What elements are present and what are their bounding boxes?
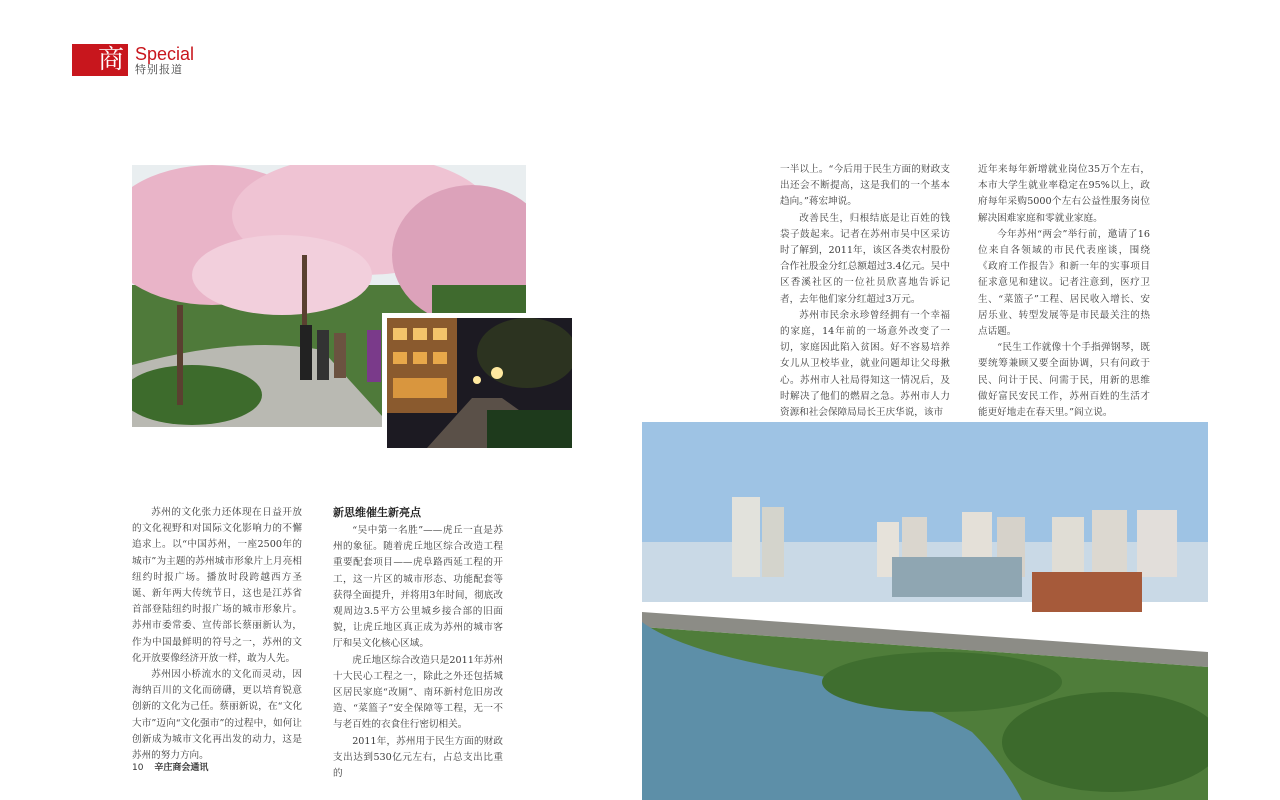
- text-column-4: [978, 162, 1150, 421]
- paragraph: “民生工作就像十个手指弹钢琴，既要统筹兼顾又要全面协调，只有问政于民、问计于民、问需于民，用新的思维做好富民安民工作，苏州百姓的生活才能更好地走在春天里。”阎立说。: [978, 342, 1150, 419]
- paragraph: 改善民生，归根结底是让百姓的钱袋子鼓起来。记者在苏州市吴中区采访时了解到，2011年，该区各类农村股份合作社股金分红总额超过3.4亿元。吴中区香溪社区的一位社员欣喜地告诉记者，去年他们家分红超过3万元。: [780, 212, 950, 305]
- paragraph: 2011年，苏州用于民生方面的财政支出达到530亿元左右，占总支出比重的: [333, 735, 503, 780]
- paragraph: 一半以上。“今后用于民生方面的财政支出还会不断提高，这是我们的一个基本趋向。”蒋宏坤说。: [780, 164, 950, 208]
- page-footer: [132, 760, 208, 773]
- magazine-name: 辛庄商会通讯: [154, 763, 209, 773]
- section-heading: 新思维催生新亮点: [333, 506, 421, 519]
- paragraph: 虎丘地区综合改造只是2011年苏州十大民心工程之一，除此之外还包括城区居民家庭“改厕”、南环新村危旧房改造、“菜篮子”安全保障等工程，无一不与老百姓的衣食住行密切相关。: [333, 654, 503, 731]
- paragraph: 苏州因小桥流水的文化而灵动，因海纳百川的文化而磅礴，更以培育锐意创新的文化为己任。蔡丽新说，在“文化大市”迈向“文化强市”的过程中，如何让创新成为城市文化再出发的动力，这是苏州的努力方向。: [132, 669, 302, 762]
- city-aerial-photo: [642, 422, 1208, 800]
- page-number: 10: [132, 763, 144, 773]
- section-header: [72, 44, 272, 80]
- paragraph: 苏州市民余永珍曾经拥有一个幸福的家庭，14年前的一场意外改变了一切，家庭因此陷入贫困。好不容易培养女儿从卫校毕业，就业问题却让父母揪心。苏州市人社局得知这一情况后，及时解决了他们的燃眉之急。苏州市人力资源和社会保障局局长王庆华说，该市: [780, 309, 950, 419]
- paragraph: 苏州的文化张力还体现在日益开放的文化视野和对国际文化影响力的不懈追求上。以“中国苏州，一座2500年的城市”为主题的苏州城市形象片上月亮相纽约时报广场。播放时段跨越西方圣诞、新年两大传统节日，这也是江苏省首部登陆纽约时报广场的城市形象片。苏州市委常委、宣传部长蔡丽新认为，作为中国最鲜明的符号之一，苏州的文化开放要像经济开放一样，敢为人先。: [132, 507, 302, 664]
- paragraph: 近年来每年新增就业岗位35万个左右，本市大学生就业率稳定在95%以上，政府每年采购5000个左右公益性服务岗位解决困难家庭和零就业家庭。: [978, 164, 1150, 224]
- text-column-2: [333, 505, 503, 782]
- section-title-en: Special: [135, 44, 195, 64]
- section-logo: 商: [72, 44, 128, 76]
- night-street-photo: [382, 313, 577, 453]
- text-column-1: [132, 505, 302, 764]
- section-title-cn: 特别报道: [135, 63, 183, 76]
- text-column-3: [780, 162, 950, 421]
- paragraph: “吴中第一名胜”——虎丘一直是苏州的象征。随着虎丘地区综合改造工程重要配套项目——虎阜路西延工程的开工，这一片区的城市形态、功能配套等获得全面提升，并将用3年时间，彻底改观周边3.5平方公里城乡接合部的旧面貌，让虎丘地区真正成为苏州的城市客厅和吴文化核心区域。: [333, 525, 503, 650]
- paragraph: 今年苏州“两会”举行前，邀请了16位来自各领域的市民代表座谈，围绕《政府工作报告》和新一年的实事项目征求意见和建议。记者注意到，医疗卫生、“菜篮子”工程、居民收入增长、安居乐业、转型发展等是市民最关注的热点话题。: [978, 228, 1150, 338]
